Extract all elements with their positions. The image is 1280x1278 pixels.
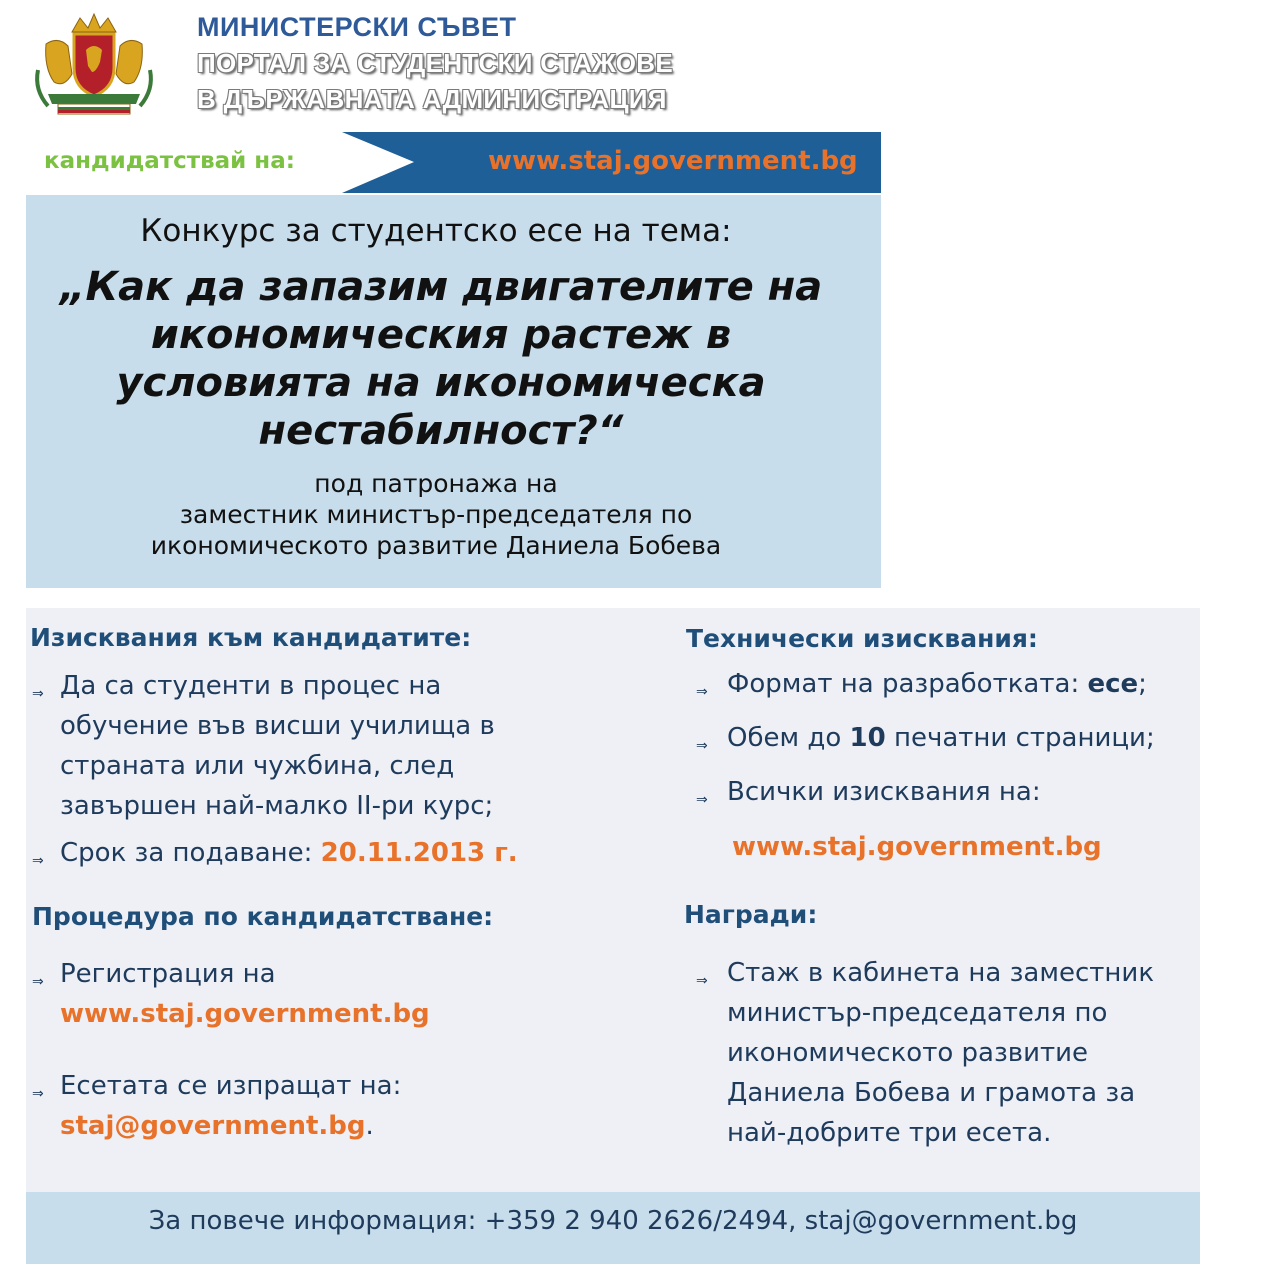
patron-line: икономическото развитие Даниела Бобева: [150, 531, 722, 560]
bullet-arrow-icon: ⇒: [32, 686, 44, 702]
awards-heading: Награди:: [684, 900, 818, 929]
bullet-arrow-icon: ⇒: [696, 792, 708, 808]
bullet-arrow-icon: ⇒: [32, 1086, 44, 1102]
technical-item-all: Всички изисквания на:: [727, 777, 1041, 807]
requirement-item-deadline: Срок за подаване: 20.11.2013 г.: [60, 838, 518, 868]
bullet-arrow-icon: ⇒: [696, 973, 708, 989]
award-item: Стаж в кабинета на заместник министър-председателя по икономическото развитие Даниела Бобева и грамота за най-добрите три есета.: [727, 958, 1155, 1148]
portal-title-line2: В ДЪРЖАВНАТА АДМИНИСТРАЦИЯ: [197, 84, 667, 114]
requirements-heading: Изисквания към кандидатите:: [30, 623, 472, 652]
technical-item-format: Формат на разработката: есе;: [727, 669, 1147, 699]
essay-title: [26, 263, 856, 455]
coat-of-arms-icon: [28, 10, 160, 120]
essay-intro: Конкурс за студентско есе на тема:: [140, 213, 732, 249]
registration-link[interactable]: www.staj.government.bg: [60, 999, 430, 1029]
arrow-icon: [342, 132, 422, 193]
procedure-item-registration: Регистрация на www.staj.government.bg: [60, 954, 430, 1034]
bullet-arrow-icon: ⇒: [32, 974, 44, 990]
requirement-item-students: Да са студенти в процес на обучение във висши училища в страната или чужбина, след завършен най-малко II-ри курс;: [60, 671, 495, 821]
bullet-arrow-icon: ⇒: [696, 738, 708, 754]
deadline-date: 20.11.2013 г.: [320, 838, 518, 868]
technical-link[interactable]: www.staj.government.bg: [732, 832, 1102, 862]
essay-title-line: нестабилност?“: [258, 408, 624, 454]
essay-title-line: икономическия растеж в: [150, 312, 732, 358]
essay-patronage: [26, 468, 846, 561]
technical-heading: Технически изисквания:: [686, 624, 1038, 653]
footer-contact: За повече информация: +359 2 940 2626/2494, staj@government.bg: [148, 1206, 1078, 1236]
org-title: МИНИСТЕРСКИ СЪВЕТ: [197, 12, 517, 42]
apply-label: кандидатствай на:: [44, 148, 295, 174]
apply-link[interactable]: www.staj.government.bg: [488, 146, 858, 176]
essay-title-line: условията на икономическа: [116, 360, 766, 406]
patron-line: заместник министър-председателя по: [179, 500, 693, 529]
procedure-item-send: Есетата се изпращат на: staj@government.bg.: [60, 1071, 402, 1141]
patron-line: под патронажа на: [314, 469, 558, 498]
bullet-arrow-icon: ⇒: [32, 853, 44, 869]
send-email-link[interactable]: staj@government.bg: [60, 1111, 366, 1141]
technical-item-volume: Обем до 10 печатни страници;: [727, 723, 1155, 753]
bullet-arrow-icon: ⇒: [696, 684, 708, 700]
portal-title-line1: ПОРТАЛ ЗА СТУДЕНТСКИ СТАЖОВЕ: [197, 48, 673, 78]
procedure-heading: Процедура по кандидатстване:: [32, 902, 494, 931]
essay-title-line: „Как да запазим двигателите на: [59, 264, 823, 310]
